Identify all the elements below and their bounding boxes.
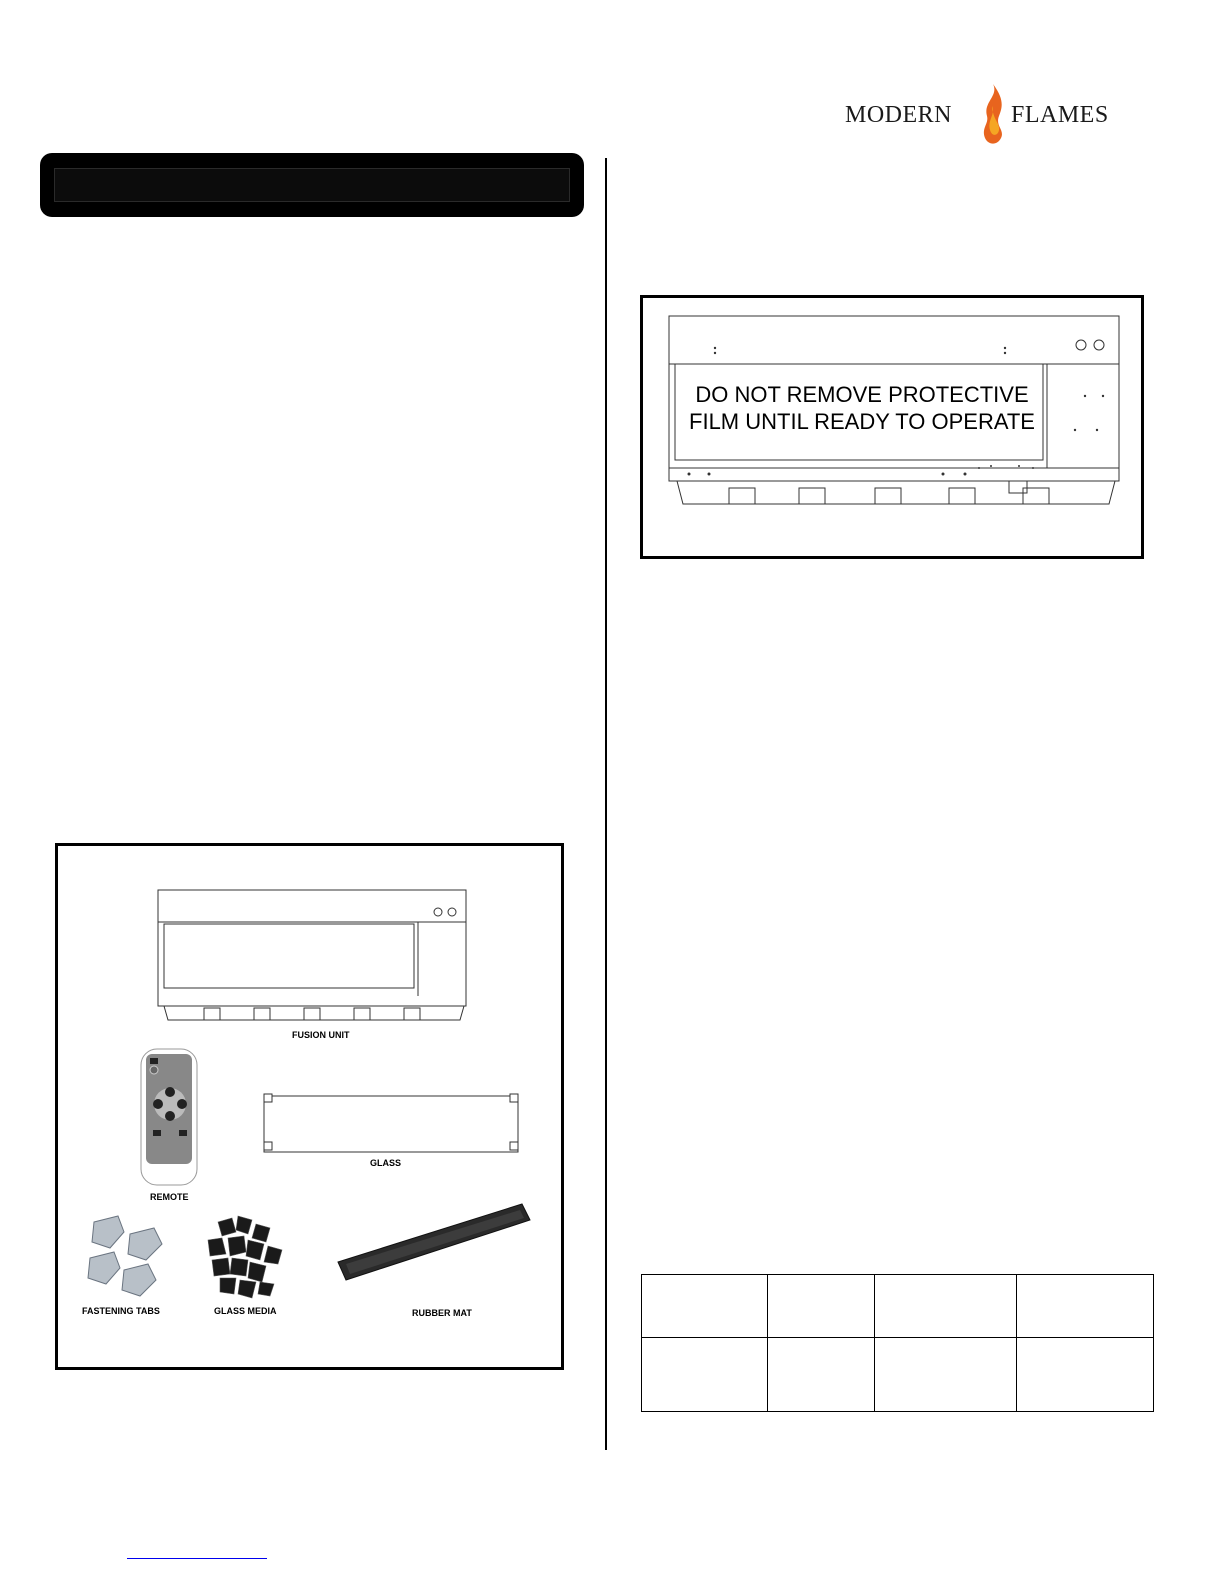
unit-front-figure — [640, 295, 1144, 559]
flame-icon — [977, 82, 1007, 148]
table-cell — [875, 1275, 1017, 1338]
warning-line-2: FILM UNTIL READY TO OPERATE — [689, 409, 1035, 434]
footer-link-underline — [127, 1558, 267, 1559]
rubber-mat-image — [334, 1202, 534, 1302]
section-header-title — [54, 168, 570, 202]
table-row — [642, 1275, 1154, 1338]
column-divider — [605, 158, 607, 1450]
fastening-tabs-image — [84, 1214, 172, 1304]
glass-media-image — [198, 1212, 290, 1304]
brand-logo — [845, 82, 1130, 152]
table-cell — [642, 1275, 768, 1338]
table-cell — [1017, 1275, 1154, 1338]
table-cell — [768, 1275, 875, 1338]
table-row — [642, 1338, 1154, 1412]
section-header-bar — [40, 153, 584, 217]
table-cell — [875, 1338, 1017, 1412]
glass-label: GLASS — [370, 1158, 402, 1168]
logo-word-modern: MODERN — [845, 102, 953, 128]
spec-table — [641, 1274, 1154, 1412]
glass-media-label: GLASS MEDIA — [214, 1306, 277, 1316]
rubber-mat-label: RUBBER MAT — [412, 1308, 472, 1318]
package-contents-figure — [55, 843, 564, 1370]
remote-image — [140, 1048, 198, 1188]
table-cell — [768, 1338, 875, 1412]
footer-link[interactable] — [127, 1548, 267, 1562]
fusion-unit-image — [154, 886, 474, 1026]
fastening-tabs-label: FASTENING TABS — [82, 1306, 160, 1316]
table-cell — [642, 1338, 768, 1412]
protective-film-warning — [677, 381, 1047, 435]
fusion-unit-label: FUSION UNIT — [292, 1030, 350, 1040]
glass-image — [262, 1092, 522, 1156]
warning-line-1: DO NOT REMOVE PROTECTIVE — [695, 382, 1029, 407]
remote-label: REMOTE — [150, 1192, 189, 1202]
logo-word-flames: FLAMES — [1011, 102, 1109, 128]
table-cell — [1017, 1338, 1154, 1412]
